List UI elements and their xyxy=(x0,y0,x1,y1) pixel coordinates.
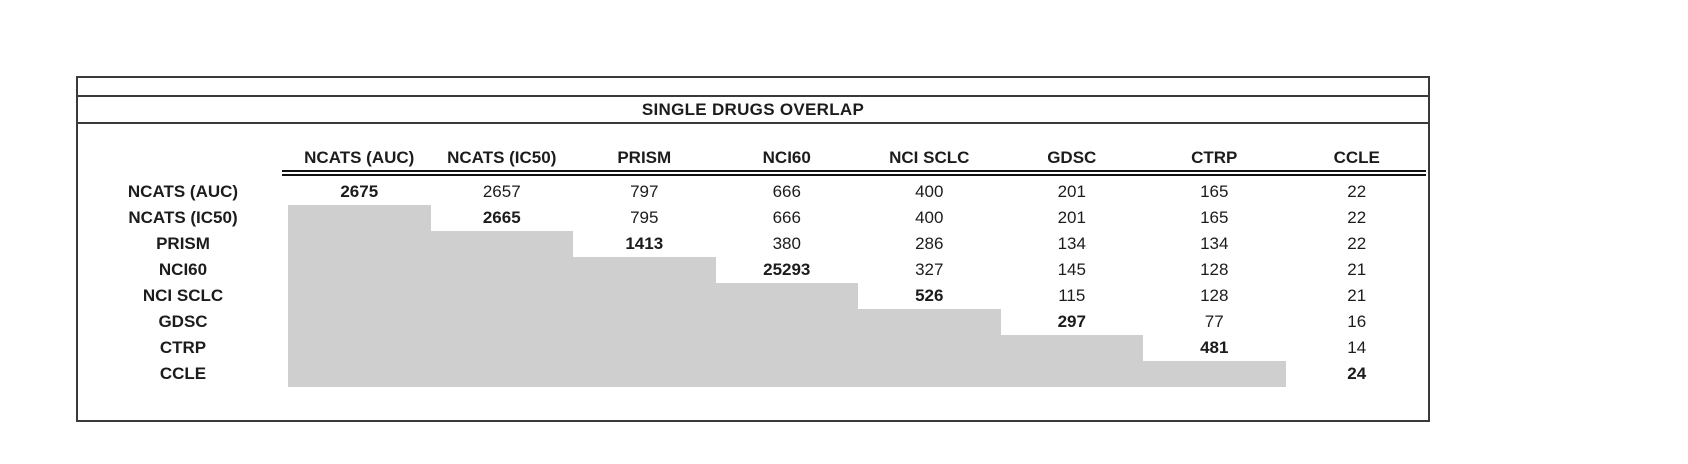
column-header: CTRP xyxy=(1191,148,1238,167)
matrix-cell: 2665 xyxy=(482,208,521,227)
column-header: PRISM xyxy=(617,148,672,167)
matrix-cell: 128 xyxy=(1200,286,1229,305)
column-header: NCI SCLC xyxy=(889,148,970,167)
matrix-cell: 327 xyxy=(915,260,944,279)
matrix-cell: 400 xyxy=(915,208,944,227)
matrix-cell: 165 xyxy=(1200,208,1229,227)
shaded-cell xyxy=(288,283,431,309)
row-label: NCATS (AUC) xyxy=(127,182,239,201)
shaded-cell xyxy=(431,283,574,309)
column-header: NCATS (AUC) xyxy=(304,148,415,167)
column-header: GDSC xyxy=(1047,148,1097,167)
matrix-cell: 666 xyxy=(772,182,801,201)
matrix-cell: 21 xyxy=(1347,286,1367,305)
shaded-cell xyxy=(431,361,574,387)
matrix-cell: 14 xyxy=(1347,338,1367,357)
shaded-cell xyxy=(431,309,574,335)
shaded-cell xyxy=(288,361,431,387)
shaded-cell xyxy=(1143,361,1286,387)
single-drugs-overlap-table xyxy=(76,76,1430,422)
shaded-cell xyxy=(431,231,574,257)
shaded-cell xyxy=(431,335,574,361)
matrix-cell: 145 xyxy=(1057,260,1086,279)
matrix-cell: 380 xyxy=(772,234,801,253)
matrix-cell: 134 xyxy=(1200,234,1229,253)
row-label: NCI SCLC xyxy=(142,286,224,305)
matrix-cell: 21 xyxy=(1347,260,1367,279)
shaded-cell xyxy=(1001,361,1144,387)
shaded-cell xyxy=(573,283,716,309)
matrix-cell: 77 xyxy=(1204,312,1224,331)
matrix-cell: 24 xyxy=(1347,364,1367,383)
matrix-cell: 795 xyxy=(630,208,659,227)
matrix-cell: 797 xyxy=(630,182,659,201)
matrix-cell: 286 xyxy=(915,234,944,253)
matrix-cell: 1413 xyxy=(625,234,664,253)
table-title: SINGLE DRUGS OVERLAP xyxy=(78,97,1428,124)
overlap-matrix-grid xyxy=(78,124,1428,387)
row-label: NCATS (IC50) xyxy=(128,208,238,227)
shaded-cell xyxy=(288,309,431,335)
shaded-cell xyxy=(858,361,1001,387)
matrix-cell: 128 xyxy=(1200,260,1229,279)
shaded-cell xyxy=(573,309,716,335)
row-label: PRISM xyxy=(156,234,210,253)
shaded-cell xyxy=(288,205,431,231)
matrix-cell: 481 xyxy=(1200,338,1229,357)
matrix-cell: 666 xyxy=(772,208,801,227)
matrix-cell: 400 xyxy=(915,182,944,201)
shaded-cell xyxy=(431,257,574,283)
shaded-cell xyxy=(716,361,859,387)
shaded-cell xyxy=(573,335,716,361)
matrix-cell: 22 xyxy=(1347,208,1367,227)
shaded-cell xyxy=(716,309,859,335)
shaded-cell xyxy=(573,361,716,387)
shaded-cell xyxy=(288,257,431,283)
matrix-cell: 2675 xyxy=(340,182,379,201)
matrix-cell: 165 xyxy=(1200,182,1229,201)
matrix-cell: 16 xyxy=(1347,312,1367,331)
matrix-cell: 22 xyxy=(1347,234,1367,253)
column-header: CCLE xyxy=(1333,148,1380,167)
shaded-cell xyxy=(1001,335,1144,361)
shaded-cell xyxy=(288,335,431,361)
shaded-cell xyxy=(573,257,716,283)
row-label: NCI60 xyxy=(158,260,208,279)
column-header: NCI60 xyxy=(762,148,811,167)
row-label: CTRP xyxy=(159,338,207,357)
shaded-cell xyxy=(858,335,1001,361)
matrix-cell: 2657 xyxy=(482,182,521,201)
matrix-cell: 297 xyxy=(1057,312,1086,331)
matrix-cell: 25293 xyxy=(763,260,811,279)
header-spacer xyxy=(78,124,288,179)
column-header: NCATS (IC50) xyxy=(447,148,557,167)
matrix-cell: 134 xyxy=(1057,234,1086,253)
matrix-cell: 22 xyxy=(1347,182,1367,201)
matrix-cell: 201 xyxy=(1057,208,1086,227)
table-content xyxy=(78,124,1428,420)
matrix-cell: 526 xyxy=(915,286,944,305)
shaded-cell xyxy=(288,231,431,257)
matrix-cell: 201 xyxy=(1057,182,1086,201)
shaded-cell xyxy=(858,309,1001,335)
table-top-strip xyxy=(78,78,1428,97)
shaded-cell xyxy=(716,283,859,309)
row-label: GDSC xyxy=(158,312,208,331)
matrix-cell: 115 xyxy=(1058,286,1086,305)
row-label: CCLE xyxy=(159,364,207,383)
shaded-cell xyxy=(716,335,859,361)
